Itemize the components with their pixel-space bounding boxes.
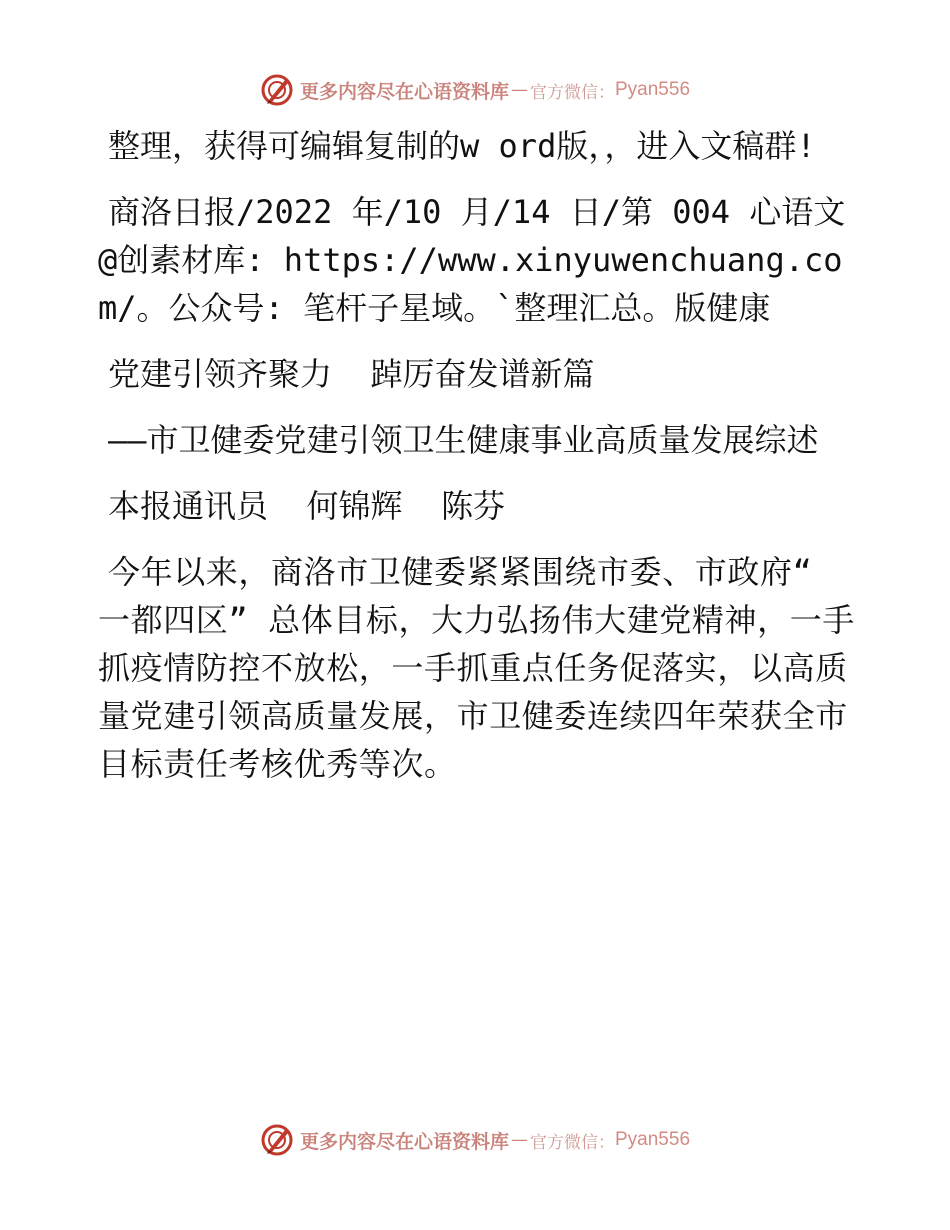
footer-watermark-banner: [0, 1120, 950, 1160]
source-paragraph: 商洛日报/2022 年/10 月/14 日/第 004 心语文@创素材库: https://www.xinyuwenchuang.com/。公众号: 笔杆子星域。`整理汇总。版健康: [98, 193, 846, 327]
article-byline: 本报通讯员 何锦辉 陈芬: [108, 487, 506, 525]
notice-paragraph: 整理，获得可编辑复制的w ord版，，进入文稿群!: [108, 127, 816, 165]
banner-separator: —: [511, 80, 528, 100]
banner-separator: —: [511, 1130, 528, 1150]
article-subtitle: ——市卫健委党建引领卫生健康事业高质量发展综述: [108, 421, 819, 459]
banner-main-text: 更多内容尽在心语资料库: [299, 80, 509, 103]
banner-wechat-id: Pyan556: [615, 1129, 691, 1150]
banner-wechat-label: 官方微信：: [530, 82, 615, 103]
article-title: 党建引领齐聚力 踔厉奋发谱新篇: [108, 355, 595, 393]
banner-main-text: 更多内容尽在心语资料库: [299, 1130, 509, 1153]
pen-logo-icon: [260, 1123, 294, 1157]
document-body: [98, 122, 858, 806]
article-body-paragraph: 今年以来，商洛市卫健委紧紧围绕市委、市政府“ 一都四区” 总体目标，大力弘扬伟大建党精神，一手抓疫情防控不放松，一手抓重点任务促落实，以高质量党建引领高质量发展，市卫健委连续四年荣获全市目标责任考核优秀等次。: [98, 553, 855, 783]
banner-wechat-label: 官方微信：: [530, 1132, 615, 1153]
pen-logo-icon: [260, 73, 294, 107]
header-watermark-banner: [0, 70, 950, 110]
banner-wechat-id: Pyan556: [615, 79, 691, 100]
